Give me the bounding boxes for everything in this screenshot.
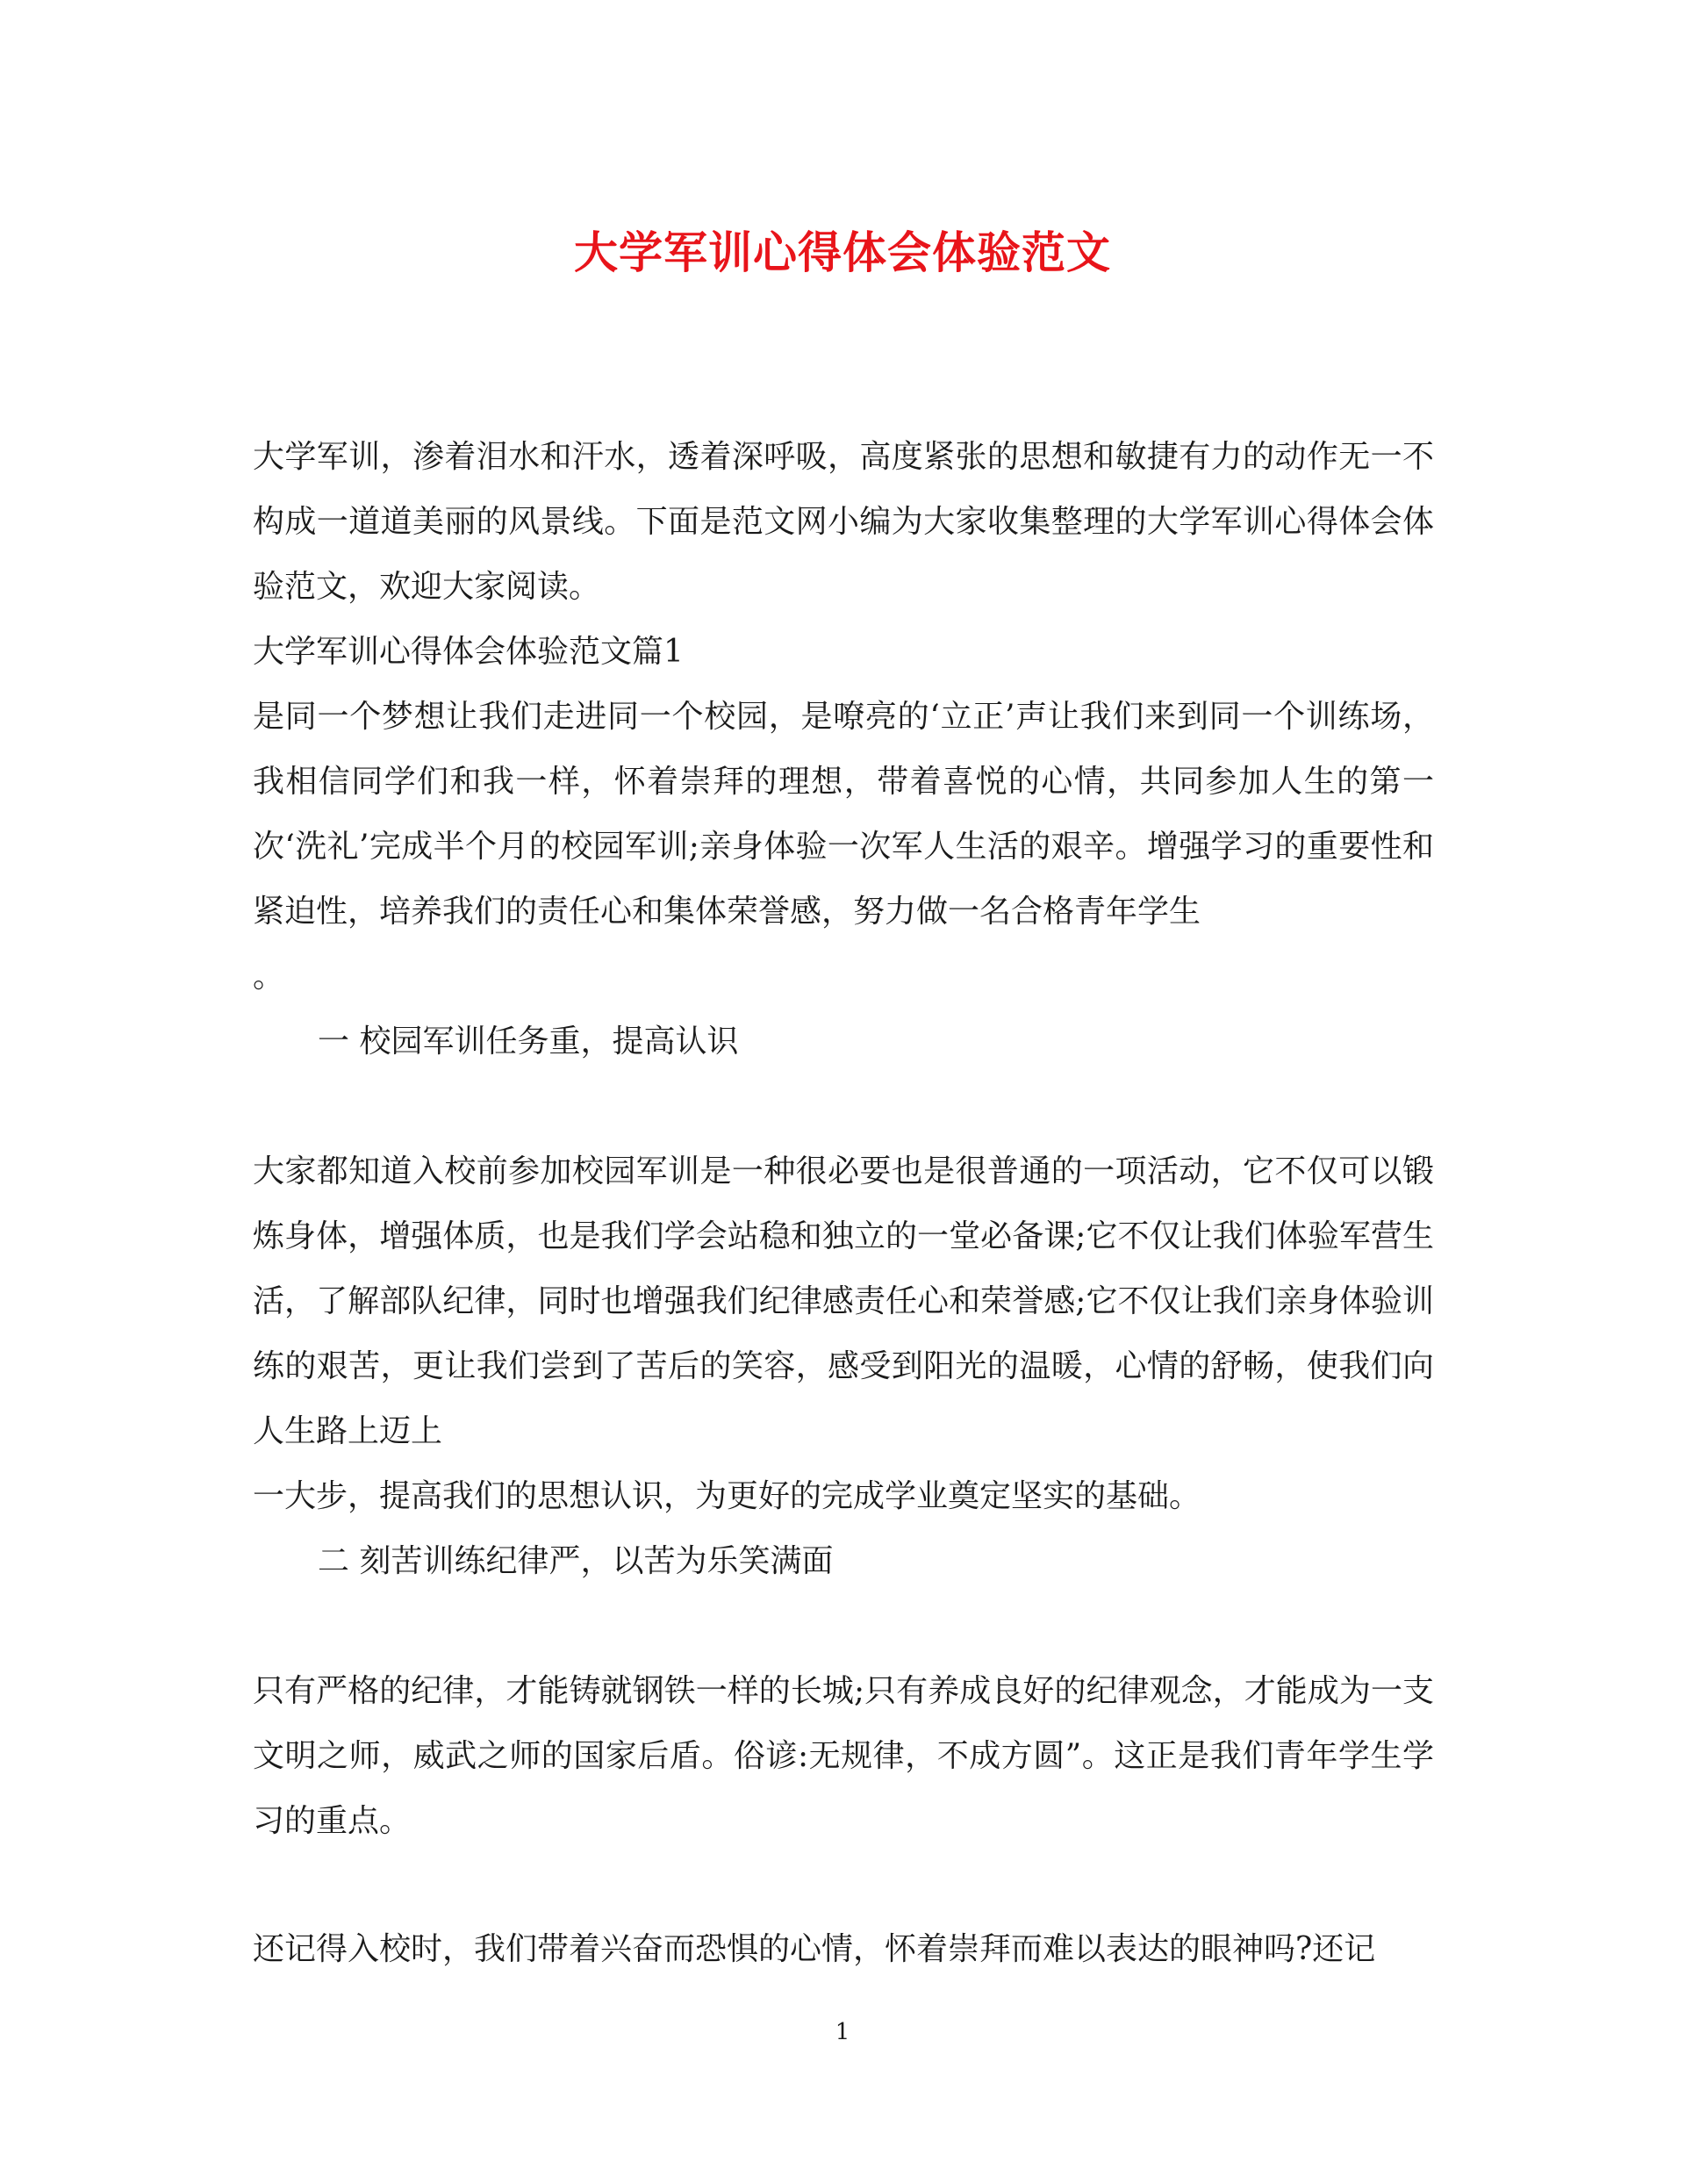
paragraph-4: 还记得入校时，我们带着兴奋而恐惧的心情，怀着崇拜而难以表达的眼神吗?还记 xyxy=(253,1931,1376,1967)
heading-1: 一 校园军训任务重，提高认识 xyxy=(318,1024,739,1060)
document-body xyxy=(253,425,1434,1982)
section-title: 大学军训心得体会体验范文篇1 xyxy=(253,634,684,670)
intro-paragraph: 大学军训，渗着泪水和汗水，透着深呼吸，高度紧张的思想和敏捷有力的动作无一不构成一道道美丽的风景线。下面是范文网小编为大家收集整理的大学军训心得体会体验范文，欢迎大家阅读。 xyxy=(253,439,1434,605)
spacer xyxy=(253,1074,1434,1139)
spacer xyxy=(253,1854,1434,1917)
spacer xyxy=(253,1594,1434,1659)
paragraph-2-continued: 一大步，提高我们的思想认识，为更好的完成学业奠定坚实的基础。 xyxy=(253,1478,1201,1514)
document-title: 大学军训心得体会体验范文 xyxy=(574,226,1111,278)
paragraph-3: 只有严格的纪律，才能铸就钢铁一样的长城;只有养成良好的纪律观念，才能成为一支文明之师，威武之师的国家后盾。俗谚:无规律，不成方圆”。这正是我们青年学生学习的重点。 xyxy=(253,1673,1434,1839)
paragraph-1-end: 。 xyxy=(253,959,285,995)
heading-2: 二 刻苦训练纪律严，以苦为乐笑满面 xyxy=(318,1543,834,1579)
paragraph-2: 大家都知道入校前参加校园军训是一种很必要也是很普通的一项活动，它不仅可以锻炼身体，增强体质，也是我们学会站稳和独立的一堂必备课;它不仅让我们体验军营生活，了解部队纪律，同时也增强我们纪律感责任心和荣誉感;它不仅让我们亲身体验训练的艰苦，更让我们尝到了苦后的笑容，感受到阳光的温暖，心情的舒畅，使我们向人生路上迈上 xyxy=(253,1153,1434,1449)
page-number: 1 xyxy=(835,2019,850,2045)
paragraph-1: 是同一个梦想让我们走进同一个校园，是嘹亮的‘立正’声让我们来到同一个训练场，我相信同学们和我一样，怀着崇拜的理想，带着喜悦的心情，共同参加人生的第一次‘洗礼’完成半个月的校园军训;亲身体验一次军人生活的艰辛。增强学习的重要性和紧迫性，培养我们的责任心和集体荣誉感，努力做一名合格青年学生 xyxy=(253,699,1434,930)
